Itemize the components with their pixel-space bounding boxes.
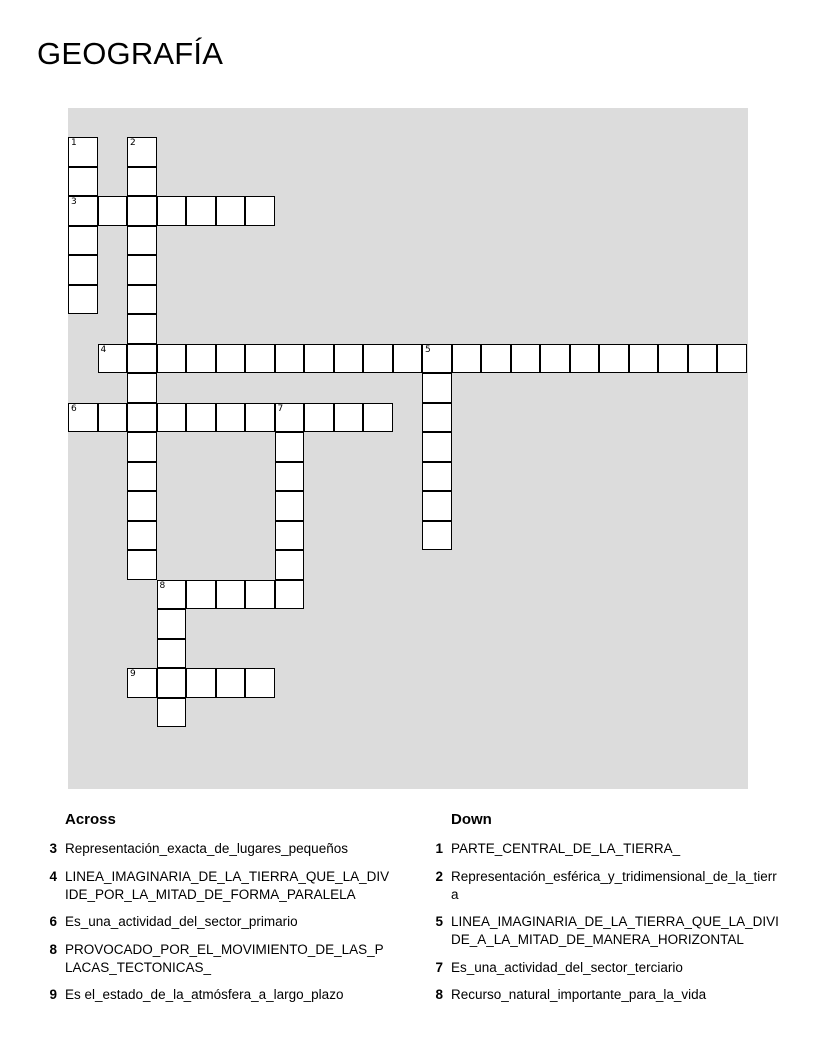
cell-number: 7 [277, 403, 284, 414]
across-clue [45, 986, 390, 1004]
cell-number: 9 [130, 669, 136, 679]
crossword-cell[interactable] [275, 432, 305, 462]
crossword-cell[interactable] [157, 403, 187, 433]
clue-number: 5 [435, 914, 443, 929]
crossword-cell[interactable] [422, 521, 452, 551]
crossword-cell[interactable] [275, 344, 305, 374]
clue-number: 1 [435, 841, 443, 856]
cell-number: 6 [71, 403, 77, 414]
crossword-cell[interactable] [275, 462, 305, 492]
down-clue [431, 868, 781, 904]
crossword-cell[interactable] [186, 344, 216, 374]
crossword-cell[interactable] [98, 344, 128, 374]
crossword-cell[interactable] [717, 344, 747, 374]
crossword-cell[interactable] [629, 344, 659, 374]
clue-number: 7 [435, 959, 443, 975]
page-title: GEOGRAFÍA [37, 36, 224, 71]
crossword-cell[interactable] [157, 196, 187, 226]
crossword-cell[interactable] [68, 255, 98, 285]
crossword-cell[interactable] [422, 462, 452, 492]
crossword-cell[interactable] [127, 226, 157, 256]
clue-number: 3 [49, 841, 57, 856]
crossword-cell[interactable] [157, 698, 187, 728]
crossword-cell[interactable] [275, 580, 305, 610]
clue-text: Representación_exacta_de_lugares_pequeños [65, 841, 348, 856]
crossword-cell[interactable] [127, 373, 157, 403]
cell-number: 1 [71, 138, 77, 148]
across-clue [45, 913, 390, 931]
clue-text: Recurso_natural_importante_para_la_vida [451, 987, 707, 1002]
crossword-cell[interactable] [275, 491, 305, 521]
clue-text: PARTE_CENTRAL_DE_LA_TIERRA_ [451, 841, 681, 856]
crossword-cell[interactable] [658, 344, 688, 374]
clue-number: 9 [49, 987, 57, 1002]
crossword-cell[interactable] [245, 344, 275, 374]
crossword-cell[interactable] [127, 668, 157, 698]
crossword-cell[interactable] [127, 285, 157, 315]
clue-number: 2 [435, 868, 443, 884]
clue-text: PROVOCADO_POR_EL_MOVIMIENTO_DE_LAS_PLACAS_TECTONICAS_ [65, 941, 384, 975]
crossword-cell[interactable] [68, 196, 98, 226]
crossword-cell[interactable] [157, 344, 187, 374]
cell-number: 8 [159, 580, 166, 591]
clue-text: LINEA_IMAGINARIA_DE_LA_TIERRA_QUE_LA_DIVIDE_POR_LA_MITAD_DE_FORMA_PARALELA [65, 868, 390, 902]
across-clues [45, 811, 390, 1014]
crossword-cell[interactable] [245, 580, 275, 610]
crossword-grid [68, 108, 748, 789]
crossword-cell[interactable] [127, 403, 157, 433]
crossword-cell[interactable] [157, 668, 187, 698]
cell-number: 2 [130, 138, 136, 148]
crossword-cell[interactable] [245, 403, 275, 433]
crossword-cell[interactable] [127, 521, 157, 551]
clue-text: Es el_estado_de_la_atmósfera_a_largo_plazo [65, 987, 344, 1002]
crossword-cell[interactable] [68, 403, 98, 433]
crossword-cell[interactable] [422, 344, 452, 374]
clue-text: Es_una_actividad_del_sector_primario [65, 914, 298, 929]
crossword-cell[interactable] [393, 344, 423, 374]
crossword-cell[interactable] [245, 668, 275, 698]
clue-text: Es_una_actividad_del_sector_terciario [451, 959, 683, 975]
down-clue [431, 986, 781, 1004]
crossword-cell[interactable] [127, 167, 157, 197]
crossword-cell[interactable] [363, 344, 393, 374]
crossword-cell[interactable] [216, 196, 246, 226]
crossword-cell[interactable] [68, 167, 98, 197]
crossword-cell[interactable] [127, 432, 157, 462]
crossword-cell[interactable] [275, 403, 305, 433]
crossword-cell[interactable] [127, 462, 157, 492]
cell-number: 3 [71, 197, 77, 207]
crossword-cell[interactable] [422, 491, 452, 521]
crossword-cell[interactable] [570, 344, 600, 374]
crossword-cell[interactable] [216, 580, 246, 610]
crossword-cell[interactable] [68, 226, 98, 256]
crossword-cell[interactable] [275, 521, 305, 551]
crossword-cell[interactable] [334, 344, 364, 374]
crossword-cell[interactable] [127, 344, 157, 374]
crossword-cell[interactable] [540, 344, 570, 374]
crossword-cell[interactable] [127, 314, 157, 344]
crossword-cell[interactable] [68, 137, 98, 167]
across-heading: Across [65, 811, 116, 828]
crossword-cell[interactable] [186, 668, 216, 698]
crossword-cell[interactable] [157, 609, 187, 639]
crossword-cell[interactable] [127, 196, 157, 226]
clue-number: 4 [49, 868, 57, 884]
crossword-cell[interactable] [157, 580, 187, 610]
crossword-cell[interactable] [68, 285, 98, 315]
crossword-cell[interactable] [186, 580, 216, 610]
down-clue [431, 840, 781, 858]
crossword-cell[interactable] [304, 403, 334, 433]
crossword-cell[interactable] [452, 344, 482, 374]
down-heading: Down [451, 811, 492, 828]
down-clue [431, 913, 781, 949]
cell-number: 5 [425, 344, 431, 355]
crossword-cell[interactable] [127, 491, 157, 521]
clue-number: 8 [49, 941, 57, 957]
down-clues [431, 811, 781, 1014]
crossword-cell[interactable] [275, 550, 305, 580]
clue-text: Representación_esférica_y_tridimensional_de_la_tierra [451, 868, 777, 902]
crossword-cell[interactable] [334, 403, 364, 433]
crossword-cell[interactable] [363, 403, 393, 433]
crossword-cell[interactable] [422, 403, 452, 433]
crossword-cell[interactable] [127, 137, 157, 167]
across-clue [45, 868, 390, 904]
clue-number: 6 [49, 914, 57, 929]
cell-number: 4 [100, 344, 107, 355]
across-clue [45, 840, 390, 858]
crossword-cell[interactable] [216, 668, 246, 698]
crossword-cell[interactable] [245, 196, 275, 226]
crossword-cell[interactable] [216, 403, 246, 433]
crossword-cell[interactable] [127, 550, 157, 580]
across-clue [45, 941, 390, 977]
crossword-cell[interactable] [481, 344, 511, 374]
down-clue [431, 959, 781, 977]
clue-number: 8 [435, 987, 443, 1002]
crossword-cell[interactable] [304, 344, 334, 374]
crossword-cell[interactable] [422, 373, 452, 403]
crossword-cell[interactable] [127, 255, 157, 285]
crossword-cell[interactable] [157, 639, 187, 669]
crossword-cell[interactable] [216, 344, 246, 374]
crossword-cell[interactable] [98, 403, 128, 433]
crossword-cell[interactable] [98, 196, 128, 226]
crossword-cell[interactable] [186, 196, 216, 226]
clue-text: LINEA_IMAGINARIA_DE_LA_TIERRA_QUE_LA_DIVIDE_A_LA_MITAD_DE_MANERA_HORIZONTAL [451, 914, 779, 947]
crossword-cell[interactable] [511, 344, 541, 374]
crossword-cell[interactable] [599, 344, 629, 374]
crossword-cell[interactable] [186, 403, 216, 433]
crossword-cell[interactable] [422, 432, 452, 462]
crossword-cell[interactable] [688, 344, 718, 374]
